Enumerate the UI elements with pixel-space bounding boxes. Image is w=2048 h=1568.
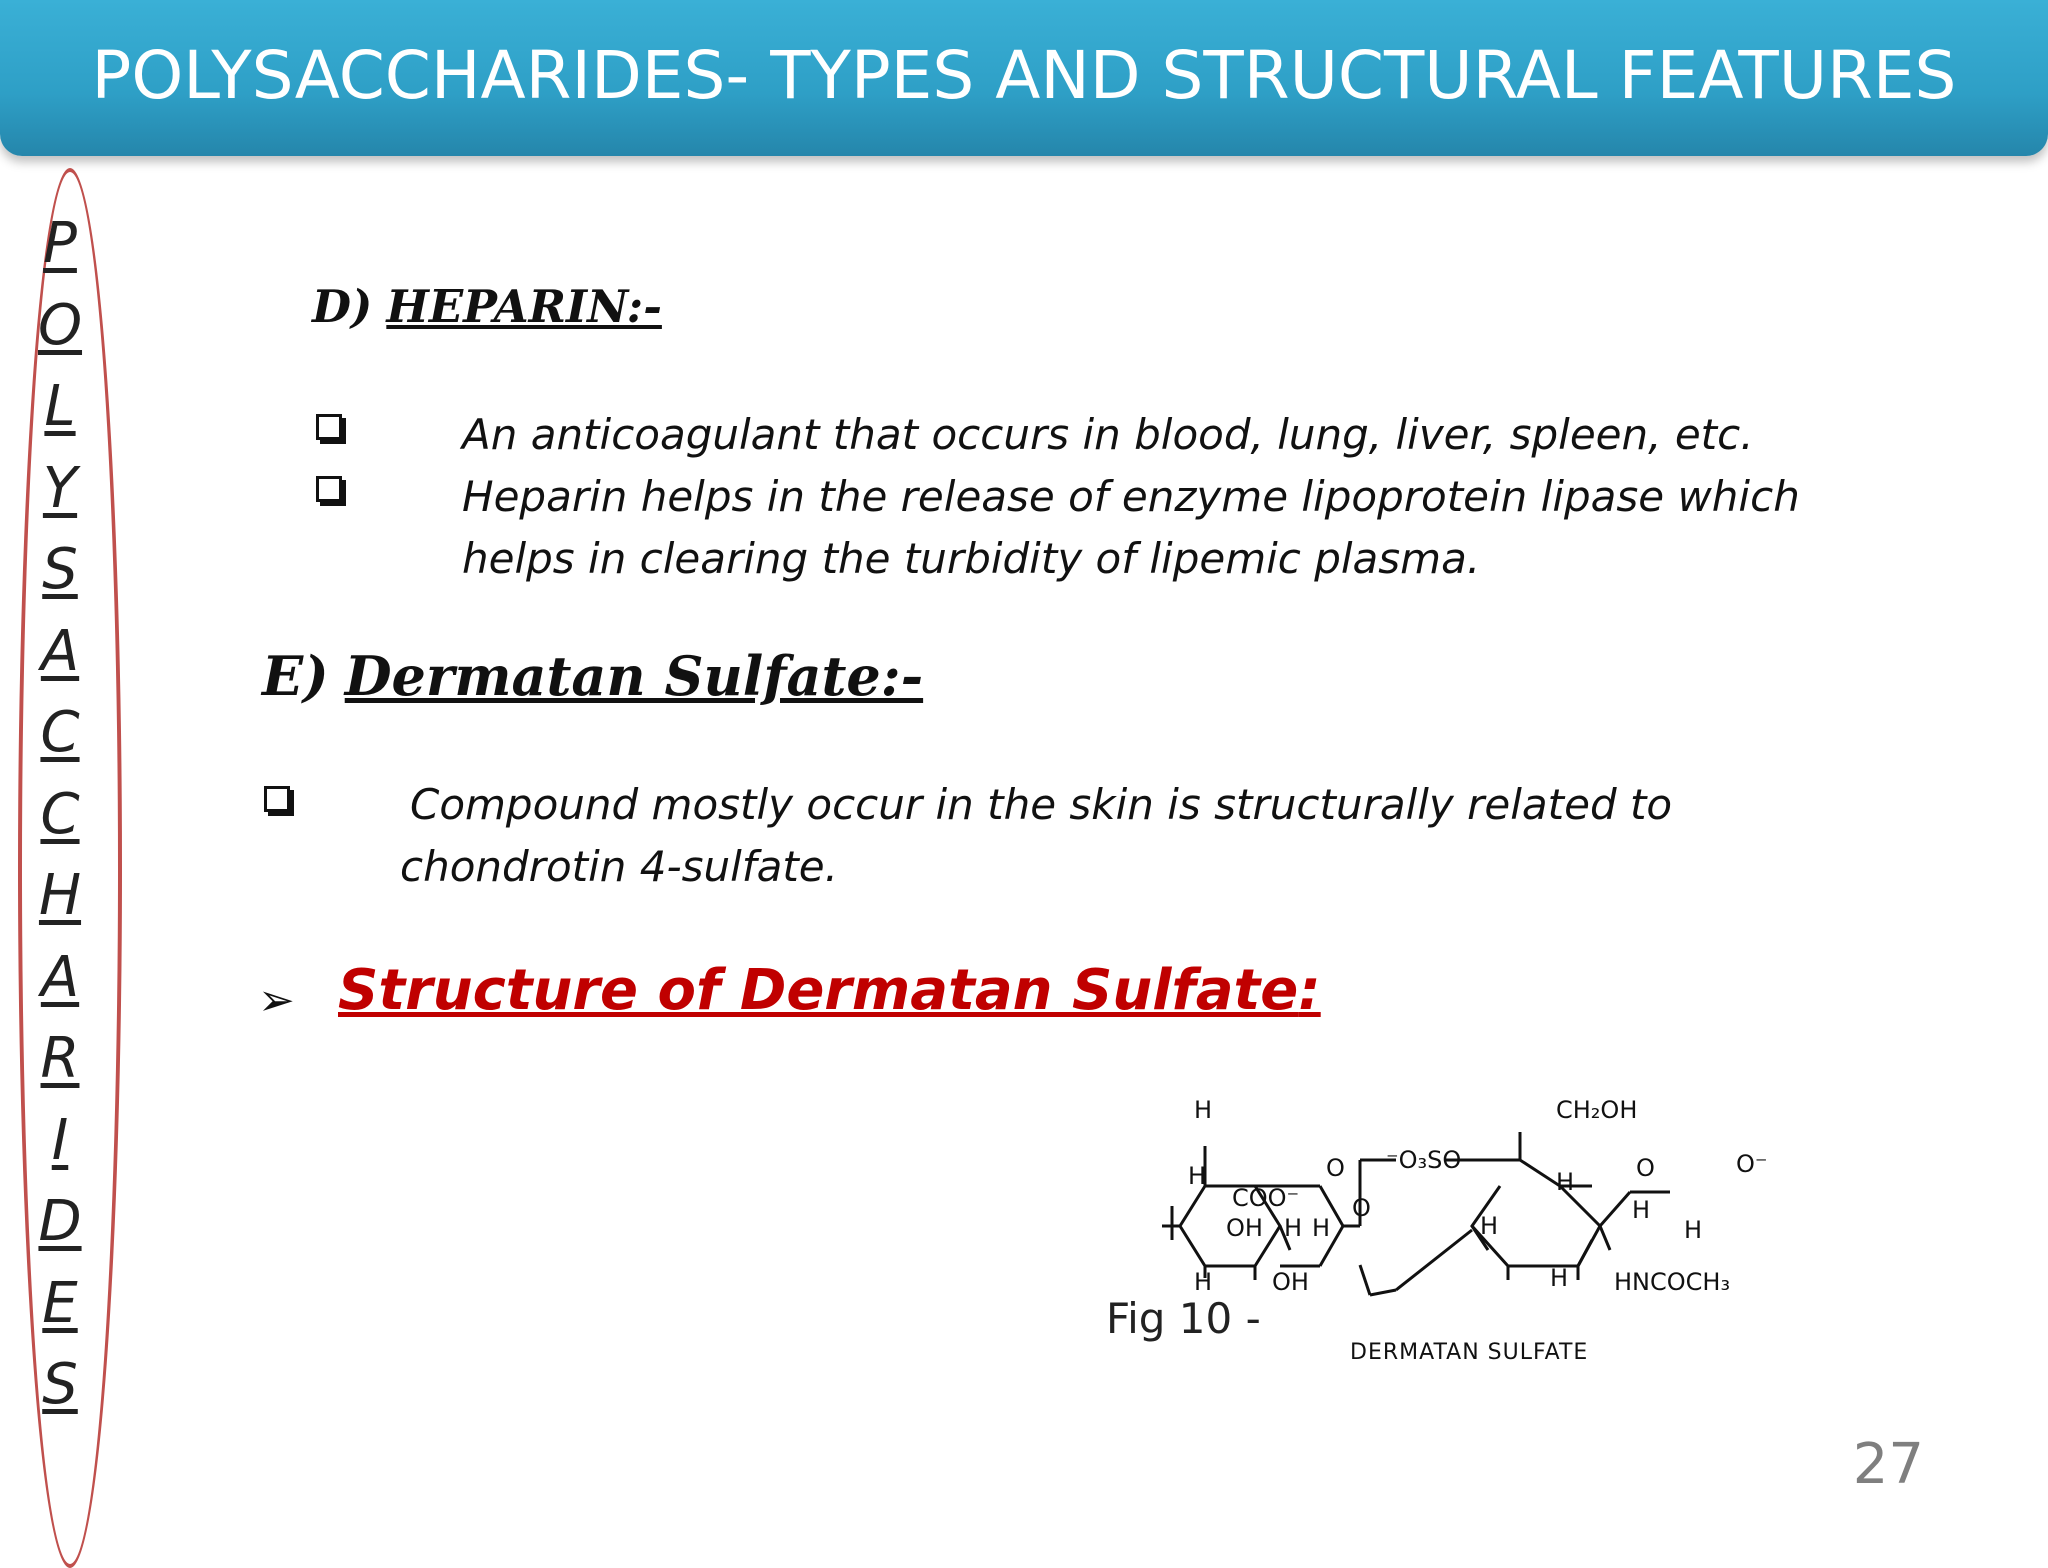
side-letter: S — [42, 537, 78, 602]
atom-label: H — [1550, 1264, 1569, 1292]
atom-label: H — [1480, 1212, 1499, 1240]
atom-label: ⁻O₃SO — [1386, 1146, 1462, 1174]
atom-label: H — [1284, 1214, 1303, 1242]
side-letter: E — [42, 1270, 78, 1336]
heparin-bullet-2: Heparin helps in the release of enzyme lipoprotein lipase which — [462, 472, 1800, 521]
side-letter: Y — [42, 455, 78, 521]
dermatan-bullet-1-cont: chondrotin 4-sulfate. — [400, 842, 838, 891]
side-letter: P — [43, 211, 77, 276]
heparin-heading — [312, 280, 662, 333]
checkbox-bullet-icon — [316, 476, 342, 502]
heparin-bullet-2-cont: helps in clearing the turbidity of lipemic plasma. — [462, 534, 1481, 583]
page-number: 27 — [1852, 1432, 1924, 1497]
heparin-bullet-1: An anticoagulant that occurs in blood, lung, liver, spleen, etc. — [462, 410, 1754, 459]
checkbox-bullet-icon — [316, 414, 342, 440]
dermatan-marker: E) — [262, 644, 329, 708]
atom-label: H — [1632, 1196, 1651, 1224]
dermatan-heading — [262, 644, 923, 708]
atom-label: OH — [1226, 1214, 1263, 1242]
atom-label: H — [1194, 1268, 1213, 1296]
side-letter: C — [40, 700, 80, 765]
checkbox-bullet-icon — [264, 786, 290, 812]
atom-label: O — [1636, 1154, 1655, 1182]
side-letter: I — [51, 1107, 69, 1173]
dermatan-bullet-1: Compound mostly occur in the skin is structurally related to — [410, 780, 1673, 829]
side-letter: C — [40, 781, 80, 847]
side-letter: O — [37, 292, 83, 358]
side-vertical-word — [30, 208, 90, 1431]
atom-label: COO⁻ — [1232, 1184, 1300, 1212]
atom-label: H — [1188, 1162, 1207, 1190]
structure-caption: DERMATAN SULFATE — [1350, 1340, 1589, 1365]
heparin-title: HEPARIN:- — [386, 280, 662, 333]
structure-heading-colon: : — [1298, 958, 1321, 1023]
side-letter: D — [38, 1189, 82, 1254]
slide-title: POLYSACCHARIDES- TYPES AND STRUCTURAL FEATURES — [91, 37, 1957, 114]
side-letter: A — [40, 944, 80, 1010]
atom-label: O⁻ — [1736, 1150, 1768, 1178]
side-letter: R — [40, 1026, 80, 1091]
atom-label: H — [1194, 1096, 1213, 1124]
atom-label: H — [1312, 1214, 1331, 1242]
atom-label: H — [1684, 1216, 1703, 1244]
dermatan-title: Dermatan Sulfate:- — [344, 644, 924, 708]
heparin-marker: D) — [312, 280, 373, 333]
side-letter: A — [40, 618, 80, 684]
figure-label: Fig 10 - — [1106, 1294, 1261, 1343]
dermatan-sulfate-structure — [1160, 1080, 1790, 1370]
atom-label: CH₂OH — [1556, 1096, 1638, 1124]
arrow-bullet-icon: ➢ — [258, 975, 295, 1026]
side-letter: S — [42, 1352, 78, 1417]
atom-label: O — [1352, 1194, 1371, 1222]
side-letter: H — [38, 863, 82, 928]
atom-label: HNCOCH₃ — [1614, 1268, 1731, 1296]
title-bar — [0, 0, 2048, 156]
structure-heading-text: Structure of Dermatan Sulfate — [338, 958, 1299, 1023]
atom-label: H — [1556, 1168, 1575, 1196]
structure-heading — [338, 958, 1321, 1023]
atom-label: O — [1326, 1154, 1345, 1182]
side-letter: L — [44, 374, 76, 439]
atom-label: OH — [1272, 1268, 1309, 1296]
